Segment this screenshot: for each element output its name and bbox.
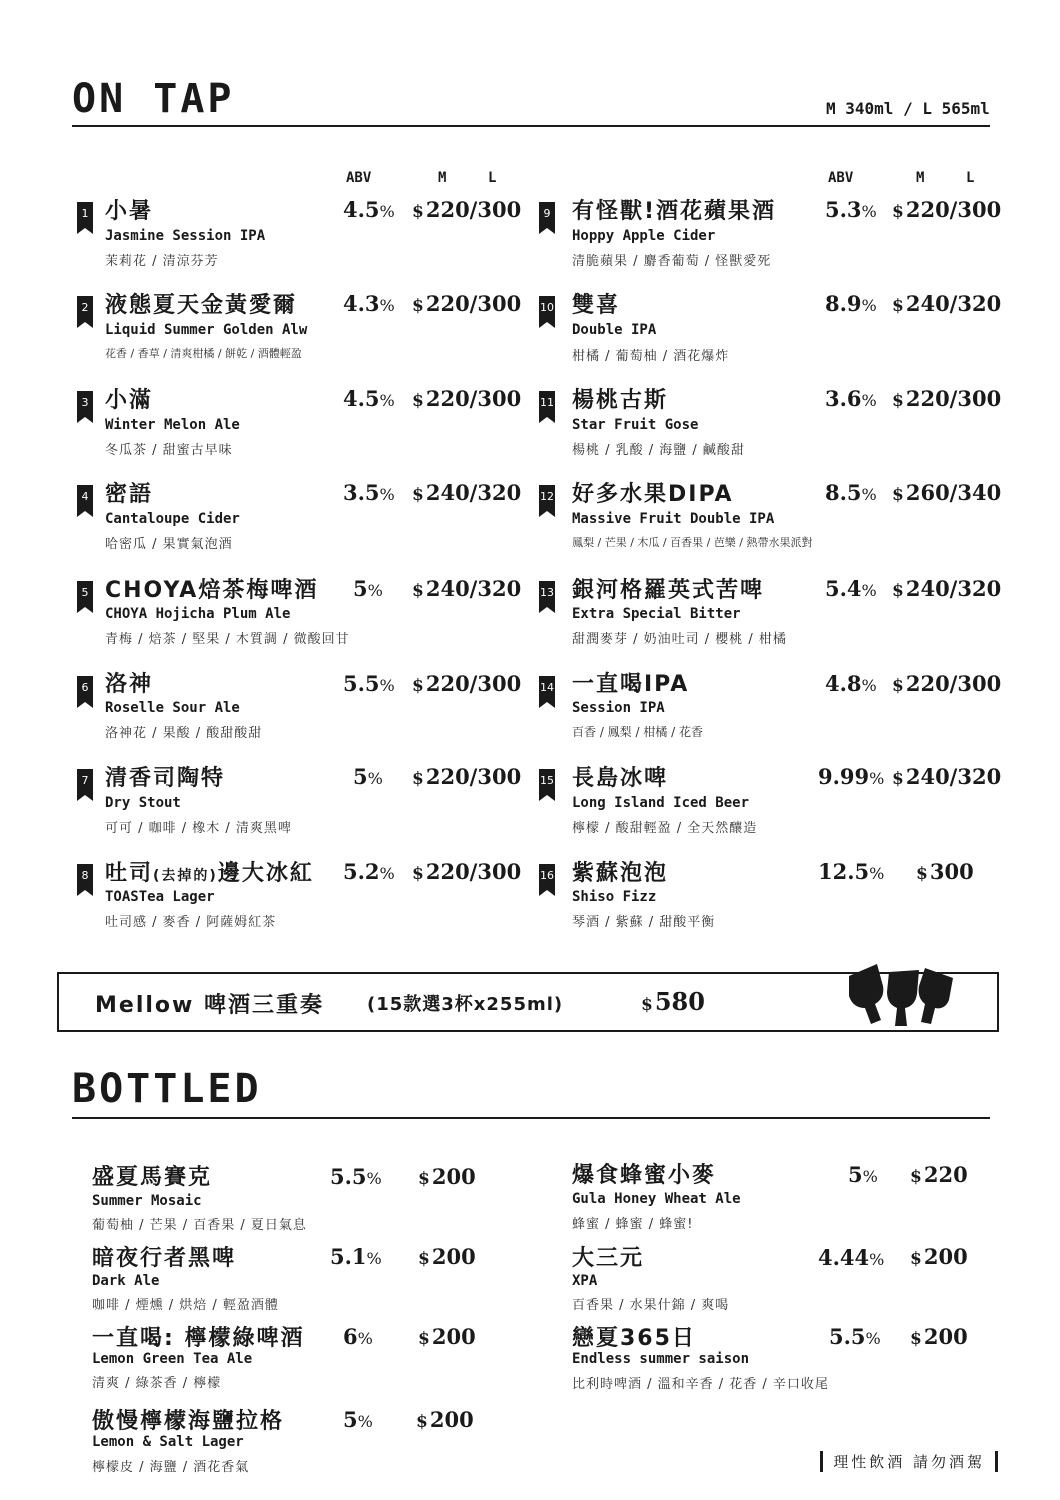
abv-value: 5.2% xyxy=(343,859,395,884)
beer-name: 盛夏馬賽克 xyxy=(92,1165,213,1190)
item-number-badge: 9 xyxy=(539,202,555,228)
tasting-notes: 比利時啤酒 / 溫和辛香 / 花香 / 辛口收尾 xyxy=(572,1377,829,1392)
abv-value: 12.5% xyxy=(818,859,885,884)
beer-english-name: Session IPA xyxy=(572,700,665,716)
l-header-left: L xyxy=(488,170,497,186)
flight-offer-box xyxy=(57,972,999,1032)
beer-name: 暗夜行者黑啤 xyxy=(92,1246,237,1271)
beer-name: 洛神 xyxy=(105,672,154,697)
beer-english-name: Lemon & Salt Lager xyxy=(92,1434,244,1450)
beer-name: 銀河格羅英式苦啤 xyxy=(572,578,765,603)
price: $200 xyxy=(416,1407,474,1432)
beer-english-name: Liquid Summer Golden Alw xyxy=(105,322,308,338)
beer-english-name: Dark Ale xyxy=(92,1273,160,1289)
price: $240/320 xyxy=(412,576,522,601)
tasting-notes: 蜂蜜 / 蜂蜜 / 蜂蜜! xyxy=(572,1217,694,1232)
responsible-drinking-notice: 理性飲酒 請勿酒駕 xyxy=(820,1451,998,1472)
abv-value: 5.3% xyxy=(825,197,877,222)
price: $200 xyxy=(418,1164,476,1189)
tasting-notes: 清爽 / 綠茶香 / 檸檬 xyxy=(92,1376,222,1391)
bottled-title: BOTTLED xyxy=(72,1066,262,1112)
tasting-notes: 咖啡 / 煙燻 / 烘焙 / 輕盈酒體 xyxy=(92,1298,279,1313)
beer-english-name: Massive Fruit Double IPA xyxy=(572,511,775,527)
abv-value: 9.99% xyxy=(818,764,885,789)
price: $220/300 xyxy=(892,671,1002,696)
abv-value: 5.4% xyxy=(825,576,877,601)
m-header-left: M xyxy=(438,170,447,186)
price: $220/300 xyxy=(412,764,522,789)
price: $240/320 xyxy=(892,764,1002,789)
beer-english-name: Lemon Green Tea Ale xyxy=(92,1351,253,1367)
beer-english-name: Endless summer saison xyxy=(572,1351,750,1367)
tasting-notes: 楊桃 / 乳酸 / 海鹽 / 鹹酸甜 xyxy=(572,443,745,458)
tasting-notes: 冬瓜茶 / 甜蜜古早味 xyxy=(105,443,233,458)
item-number-badge: 4 xyxy=(77,485,93,511)
item-number-badge: 12 xyxy=(539,485,555,511)
beer-name: 小暑 xyxy=(105,199,154,224)
abv-value: 4.5% xyxy=(343,386,395,411)
abv-value: 8.5% xyxy=(825,480,877,505)
item-number-badge: 3 xyxy=(77,391,93,417)
abv-value: 5.5% xyxy=(343,671,395,696)
beer-name: 小滿 xyxy=(105,388,154,413)
on-tap-title: ON TAP xyxy=(72,76,235,122)
item-number-badge: 14 xyxy=(539,676,555,702)
beer-english-name: Cantaloupe Cider xyxy=(105,511,240,527)
item-number-badge: 2 xyxy=(77,296,93,322)
price: $220/300 xyxy=(892,386,1002,411)
beer-english-name: Shiso Fizz xyxy=(572,889,657,905)
abv-value: 8.9% xyxy=(825,291,877,316)
abv-value: 5% xyxy=(848,1162,878,1187)
tasting-notes: 葡萄柚 / 芒果 / 百香果 / 夏日氣息 xyxy=(92,1218,307,1233)
beer-name: 有怪獸!酒花蘋果酒 xyxy=(572,199,777,224)
beer-english-name: Long Island Iced Beer xyxy=(572,795,750,811)
tasting-notes: 清脆蘋果 / 麝香葡萄 / 怪獸愛死 xyxy=(572,254,772,269)
price: $300 xyxy=(916,859,974,884)
on-tap-rule xyxy=(72,125,990,127)
item-number-badge: 7 xyxy=(77,769,93,795)
price: $200 xyxy=(910,1324,968,1349)
price: $220/300 xyxy=(412,859,522,884)
price: $220/300 xyxy=(412,386,522,411)
item-number-badge: 16 xyxy=(539,864,555,890)
price: $220/300 xyxy=(892,197,1002,222)
beer-name: 爆食蜂蜜小麥 xyxy=(572,1163,717,1188)
beer-english-name: Summer Mosaic xyxy=(92,1193,202,1209)
tasting-notes: 甜潤麥芽 / 奶油吐司 / 櫻桃 / 柑橘 xyxy=(572,632,787,647)
tasting-notes: 鳳梨 / 芒果 / 木瓜 / 百香果 / 芭樂 / 熱帶水果派對 xyxy=(572,536,813,549)
abv-header-right: ABV xyxy=(828,170,854,186)
beer-english-name: CHOYA Hojicha Plum Ale xyxy=(105,606,291,622)
item-number-badge: 15 xyxy=(539,769,555,795)
beer-name: 吐司(去掉的)邊大冰紅 xyxy=(105,861,314,886)
tasting-notes: 檸檬皮 / 海鹽 / 酒花香氣 xyxy=(92,1460,250,1475)
abv-value: 5.5% xyxy=(829,1324,881,1349)
abv-value: 6% xyxy=(343,1324,373,1349)
flight-price: $580 xyxy=(641,987,705,1016)
tasting-notes: 百香 / 鳳梨 / 柑橘 / 花香 xyxy=(572,725,704,739)
tasting-notes: 茉莉花 / 清涼芬芳 xyxy=(105,254,219,269)
beer-english-name: Hoppy Apple Cider xyxy=(572,228,716,244)
tasting-notes: 可可 / 咖啡 / 橡木 / 清爽黑啤 xyxy=(105,821,292,836)
beer-name: 好多水果DIPA xyxy=(572,482,734,507)
beer-name: 密語 xyxy=(105,482,154,507)
beer-name: 雙喜 xyxy=(572,293,621,318)
beer-name: 液態夏天金黃愛爾 xyxy=(105,293,298,318)
price: $220/300 xyxy=(412,291,522,316)
beer-english-name: Gula Honey Wheat Ale xyxy=(572,1191,741,1207)
abv-value: 4.5% xyxy=(343,197,395,222)
tasting-notes: 青梅 / 焙茶 / 堅果 / 木質調 / 微酸回甘 xyxy=(105,632,350,647)
item-number-badge: 6 xyxy=(77,676,93,702)
price: $240/320 xyxy=(412,480,522,505)
beer-name: 紫蘇泡泡 xyxy=(572,861,669,886)
beer-english-name: Star Fruit Gose xyxy=(572,417,699,433)
item-number-badge: 1 xyxy=(77,202,93,228)
beer-glasses-icon xyxy=(841,946,971,1026)
beer-name: CHOYA焙茶梅啤酒 xyxy=(105,578,319,603)
abv-value: 4.8% xyxy=(825,671,877,696)
beer-name: 一直喝: 檸檬綠啤酒 xyxy=(92,1326,305,1351)
item-number-badge: 13 xyxy=(539,581,555,607)
abv-value: 5% xyxy=(343,1407,373,1432)
size-info: M 340ml / L 565ml xyxy=(826,99,990,118)
beer-english-name: Dry Stout xyxy=(105,795,181,811)
beer-english-name: Extra Special Bitter xyxy=(572,606,741,622)
price: $200 xyxy=(418,1324,476,1349)
tasting-notes: 花香 / 香草 / 清爽柑橘 / 餅乾 / 酒體輕盈 xyxy=(105,347,302,360)
item-number-badge: 10 xyxy=(539,296,555,322)
beer-name: 長島冰啤 xyxy=(572,766,669,791)
price: $200 xyxy=(418,1244,476,1269)
item-number-badge: 5 xyxy=(77,581,93,607)
price: $220/300 xyxy=(412,197,522,222)
abv-value: 5% xyxy=(353,576,383,601)
l-header-right: L xyxy=(966,170,975,186)
m-header-right: M xyxy=(916,170,925,186)
price: $220/300 xyxy=(412,671,522,696)
item-number-badge: 8 xyxy=(77,864,93,890)
beer-english-name: TOASTea Lager xyxy=(105,889,215,905)
abv-value: 5% xyxy=(353,764,383,789)
tasting-notes: 柑橘 / 葡萄柚 / 酒花爆炸 xyxy=(572,349,730,364)
flight-detail: (15款選3杯x255ml) xyxy=(367,994,564,1015)
beer-english-name: Double IPA xyxy=(572,322,657,338)
abv-value: 3.6% xyxy=(825,386,877,411)
beer-english-name: Roselle Sour Ale xyxy=(105,700,240,716)
bottled-rule xyxy=(72,1117,990,1119)
abv-value: 4.3% xyxy=(343,291,395,316)
beer-english-name: XPA xyxy=(572,1273,598,1289)
abv-value: 5.1% xyxy=(330,1244,382,1269)
beer-name: 清香司陶特 xyxy=(105,766,226,791)
beer-name: 楊桃古斯 xyxy=(572,388,669,413)
price: $200 xyxy=(910,1244,968,1269)
beer-name: 傲慢檸檬海鹽拉格 xyxy=(92,1409,285,1434)
abv-value: 3.5% xyxy=(343,480,395,505)
price: $260/340 xyxy=(892,480,1002,505)
tasting-notes: 琴酒 / 紫蘇 / 甜酸平衡 xyxy=(572,915,716,930)
abv-value: 5.5% xyxy=(330,1164,382,1189)
beer-name: 一直喝IPA xyxy=(572,672,690,697)
beer-name: 戀夏365日 xyxy=(572,1326,696,1351)
abv-value: 4.44% xyxy=(818,1245,885,1270)
abv-header-left: ABV xyxy=(346,170,372,186)
beer-english-name: Jasmine Session IPA xyxy=(105,228,266,244)
item-number-badge: 11 xyxy=(539,391,555,417)
tasting-notes: 洛神花 / 果酸 / 酸甜酸甜 xyxy=(105,726,263,741)
price: $240/320 xyxy=(892,576,1002,601)
tasting-notes: 百香果 / 水果什錦 / 爽喝 xyxy=(572,1298,730,1313)
beer-english-name: Winter Melon Ale xyxy=(105,417,240,433)
tasting-notes: 檸檬 / 酸甜輕盈 / 全天然釀造 xyxy=(572,821,758,836)
beer-name: 大三元 xyxy=(572,1246,645,1271)
price: $220 xyxy=(910,1162,968,1187)
flight-name: Mellow 啤酒三重奏 xyxy=(95,993,324,1018)
price: $240/320 xyxy=(892,291,1002,316)
tasting-notes: 吐司感 / 麥香 / 阿薩姆紅茶 xyxy=(105,915,277,930)
tasting-notes: 哈密瓜 / 果實氣泡酒 xyxy=(105,537,233,552)
